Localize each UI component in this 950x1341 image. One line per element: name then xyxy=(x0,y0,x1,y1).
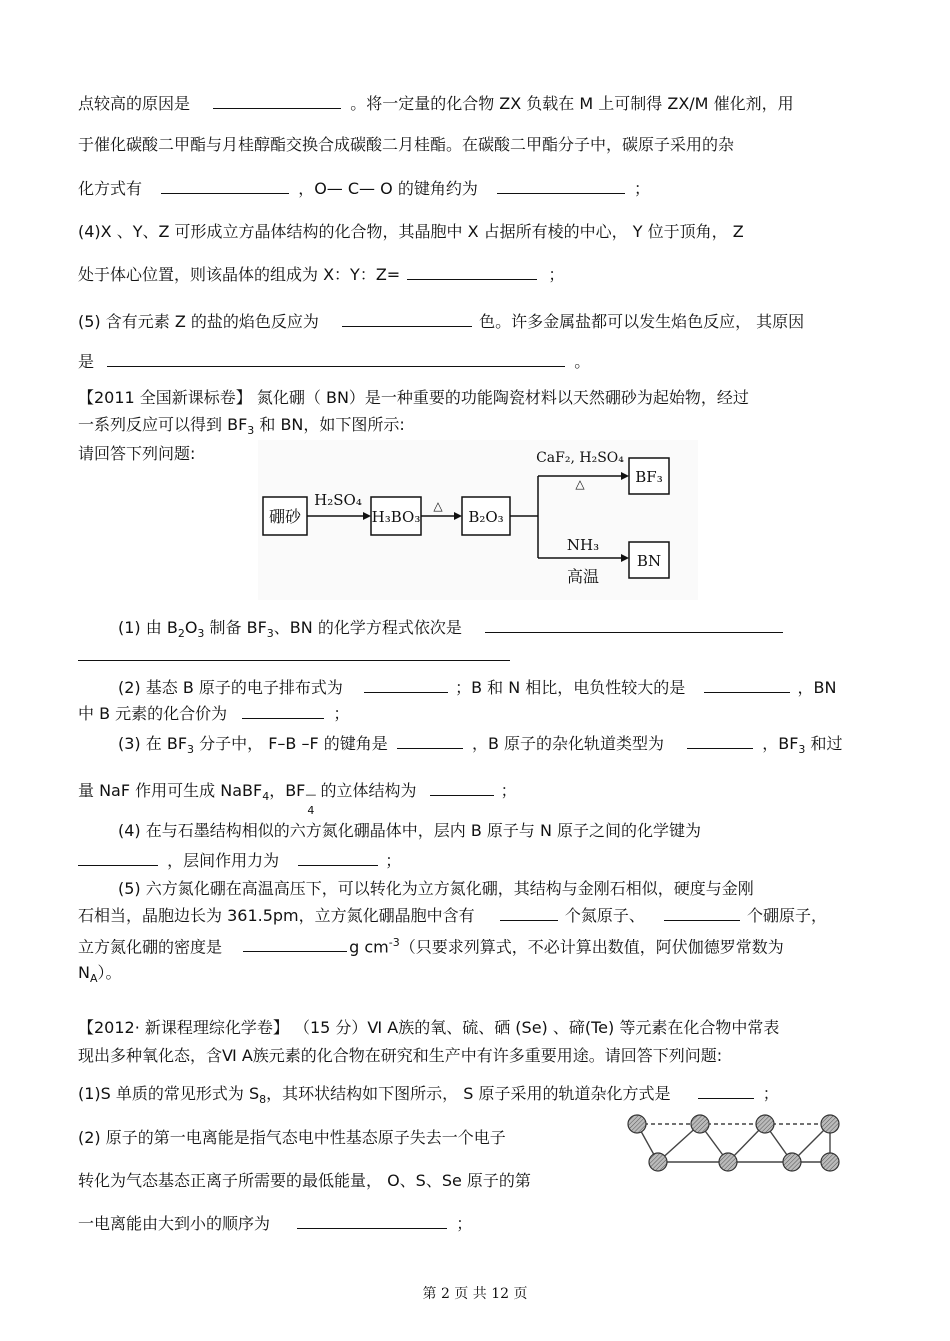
text-line xyxy=(78,177,650,200)
text-line xyxy=(78,1212,472,1235)
text: (2) 基态 B 原子的电子排布式为 xyxy=(118,678,343,697)
superscript: — xyxy=(305,788,317,801)
answer-blank[interactable] xyxy=(342,310,472,327)
text: 个氮原子、 xyxy=(564,906,645,925)
question-3 xyxy=(118,732,843,761)
answer-blank[interactable] xyxy=(364,676,448,693)
text: g cm xyxy=(349,937,389,957)
sulfur-atom xyxy=(719,1153,737,1171)
answer-blank[interactable] xyxy=(297,1212,447,1229)
answer-blank[interactable] xyxy=(497,177,625,194)
question-5: (5) 六方氮化硼在高温高压下，可以转化为立方氮化硼，其结构与金刚石相似，硬度与金刚 xyxy=(118,879,754,898)
text: ； xyxy=(548,265,565,284)
subscript: A xyxy=(89,972,98,986)
answer-line xyxy=(78,644,510,667)
answer-blank[interactable] xyxy=(397,732,463,749)
answer-blank[interactable] xyxy=(698,1082,754,1099)
answer-blank[interactable] xyxy=(213,92,341,109)
text-line: 请回答下列问题: xyxy=(78,444,196,463)
question-1 xyxy=(118,616,783,645)
text-line xyxy=(78,904,827,927)
text: ）。 xyxy=(97,963,122,982)
sulfur-atom xyxy=(821,1153,839,1171)
text: 中 B 元素的化合价为 xyxy=(78,704,228,723)
subscript: 2 xyxy=(177,627,185,641)
text-line: (4)X 、Y、Z 可形成立方晶体结构的化合物，其晶胞中 X 占据所有棱的中心， Y 位于顶角， Z xyxy=(78,222,744,241)
text: ；B 和 N 相比，电负性较大的是 xyxy=(455,678,686,697)
text: 一电离能由大到小的顺序为 xyxy=(78,1214,271,1233)
subscript: 8 xyxy=(259,1093,267,1107)
heat-label-2: △ xyxy=(575,477,585,491)
answer-blank[interactable] xyxy=(78,644,510,661)
text: 和过 xyxy=(805,734,843,753)
nh3-label: NH₃ xyxy=(566,536,600,554)
high-temp-label: 高温 xyxy=(566,567,600,586)
s8-ring-structure xyxy=(620,1108,848,1178)
text: 量 NaF 作用可生成 NaBF xyxy=(78,781,263,800)
subscript: 3 xyxy=(798,743,806,757)
sulfur-atom xyxy=(783,1153,801,1171)
question-s2: (2) 原子的第一电离能是指气态电中性基态原子失去一个电子 xyxy=(78,1128,506,1147)
question-2 xyxy=(118,676,836,699)
section-heading: 【2011 全国新课标卷】 氮化硼（ BN）是一种重要的功能陶瓷材料以天然硼砂为起始物，经过 xyxy=(78,388,749,407)
text: ； xyxy=(333,704,350,723)
bn-synthesis-flowchart xyxy=(258,440,698,600)
text: 分子中， F–B –F 的键角是 xyxy=(194,734,388,753)
answer-blank[interactable] xyxy=(485,616,783,633)
text: 化方式有 xyxy=(78,179,143,198)
sulfur-atom xyxy=(756,1115,774,1133)
superscript: -3 xyxy=(388,936,400,949)
text: ，层间作用力为 xyxy=(167,851,280,870)
text-line xyxy=(78,414,405,442)
text: 制备 BF xyxy=(204,618,267,637)
b2o3-label: B₂O₃ xyxy=(468,508,504,526)
text-line xyxy=(78,962,122,990)
text: O xyxy=(184,618,198,637)
answer-blank[interactable] xyxy=(242,702,324,719)
text: （只要求列算式，不必计算出数值，阿伏伽德罗常数为 xyxy=(399,937,784,957)
text: ； xyxy=(500,781,517,800)
answer-blank[interactable] xyxy=(430,779,494,796)
text: (3) 在 BF xyxy=(118,734,188,753)
h3bo3-label: H₃BO₃ xyxy=(371,508,421,526)
text: 。将一定量的化合物 ZX 负载在 M 上可制得 ZX/M 催化剂，用 xyxy=(350,94,794,113)
text: ； xyxy=(456,1214,473,1233)
sulfur-atom xyxy=(649,1153,667,1171)
text: 石相当，晶胞边长为 361.5pm，立方氮化硼晶胞中含有 xyxy=(78,906,475,925)
text: 和 BN，如下图所示: xyxy=(254,415,405,434)
question-4: (4) 在与石墨结构相似的六方氮化硼晶体中，层内 B 原子与 N 原子之间的化学键为 xyxy=(118,821,702,840)
subscript: 3 xyxy=(197,627,205,641)
sulfur-atom xyxy=(691,1115,709,1133)
answer-blank[interactable] xyxy=(687,732,753,749)
subscript: 4 xyxy=(307,804,315,817)
answer-blank[interactable] xyxy=(704,676,790,693)
text: 立方氮化硼的密度是 xyxy=(78,937,223,957)
heat-label: △ xyxy=(433,499,443,513)
text: 、BN 的化学方程式依次是 xyxy=(273,618,462,637)
answer-blank[interactable] xyxy=(298,849,378,866)
answer-blank[interactable] xyxy=(407,263,537,280)
text: 一系列反应可以得到 BF xyxy=(78,415,248,434)
text-line: 于催化碳酸二甲酯与月桂醇酯交换合成碳酸二月桂酯。在碳酸二甲酯分子中，碳原子采用的杂 xyxy=(78,135,735,154)
text: (1)S 单质的常见形式为 S xyxy=(78,1084,260,1103)
answer-blank[interactable] xyxy=(161,177,289,194)
question-s1 xyxy=(78,1082,779,1111)
text-line xyxy=(78,92,794,115)
text-line xyxy=(78,779,517,817)
answer-blank[interactable] xyxy=(664,904,740,921)
answer-blank[interactable] xyxy=(500,904,558,921)
text: (5) 含有元素 Z 的盐的焰色反应为 xyxy=(78,312,319,331)
sulfur-atom xyxy=(821,1115,839,1133)
text: 色。许多金属盐都可以发生焰色反应， 其原因 xyxy=(479,312,805,331)
text: ，BN xyxy=(797,678,837,697)
text: 是 xyxy=(78,352,95,371)
subscript: 4 xyxy=(262,790,270,804)
text: (1) 由 B xyxy=(118,618,178,637)
text: ； xyxy=(385,851,402,870)
caf2-label: CaF₂, H₂SO₄ xyxy=(536,450,624,466)
bn-label: BN xyxy=(636,552,662,570)
text: ，BF xyxy=(762,734,799,753)
text: ； xyxy=(762,1084,779,1103)
text: 个硼原子， xyxy=(747,906,828,925)
text-line: 转化为气态基态正离子所需要的最低能量， O、S、Se 原子的第 xyxy=(78,1171,531,1190)
text: 。 xyxy=(574,352,591,371)
borax-label: 硼砂 xyxy=(268,507,302,526)
text-line xyxy=(78,263,564,286)
section-heading: 【2012· 新课程理综化学卷】 （15 分）Ⅵ A族的氧、硫、硒 (Se) 、碲(Te) 等元素在化合物中常表 xyxy=(78,1018,780,1037)
h2so4-label: H₂SO₄ xyxy=(314,491,362,509)
answer-blank[interactable] xyxy=(107,350,565,367)
text-line xyxy=(78,932,784,958)
text: ，B 原子的杂化轨道类型为 xyxy=(471,734,665,753)
text-line xyxy=(78,310,804,333)
answer-blank[interactable] xyxy=(78,849,158,866)
text: 处于体心位置，则该晶体的组成为 X：Y：Z= xyxy=(78,265,401,284)
answer-blank[interactable] xyxy=(243,935,347,952)
text-line xyxy=(78,702,349,725)
subscript: 3 xyxy=(187,743,195,757)
page-footer: 第 2 页 共 12 页 xyxy=(422,1286,528,1302)
text: N xyxy=(78,963,90,982)
text-line xyxy=(78,350,590,373)
text: ； xyxy=(634,179,651,198)
text: ，BF xyxy=(269,781,306,800)
sulfur-atom xyxy=(628,1115,646,1133)
text: 的立体结构为 xyxy=(315,781,417,800)
subscript: 3 xyxy=(247,424,255,438)
text: ，其环状结构如下图所示， S 原子采用的轨道杂化方式是 xyxy=(266,1084,671,1103)
subscript: 3 xyxy=(266,627,274,641)
text: ，O— C— O 的键角约为 xyxy=(298,179,478,198)
bf3-label: BF₃ xyxy=(635,468,663,486)
text-line: 现出多种氧化态，含Ⅵ A族元素的化合物在研究和生产中有许多重要用途。请回答下列问题: xyxy=(78,1046,723,1065)
text-line xyxy=(78,849,401,872)
text: 点较高的原因是 xyxy=(78,94,191,113)
